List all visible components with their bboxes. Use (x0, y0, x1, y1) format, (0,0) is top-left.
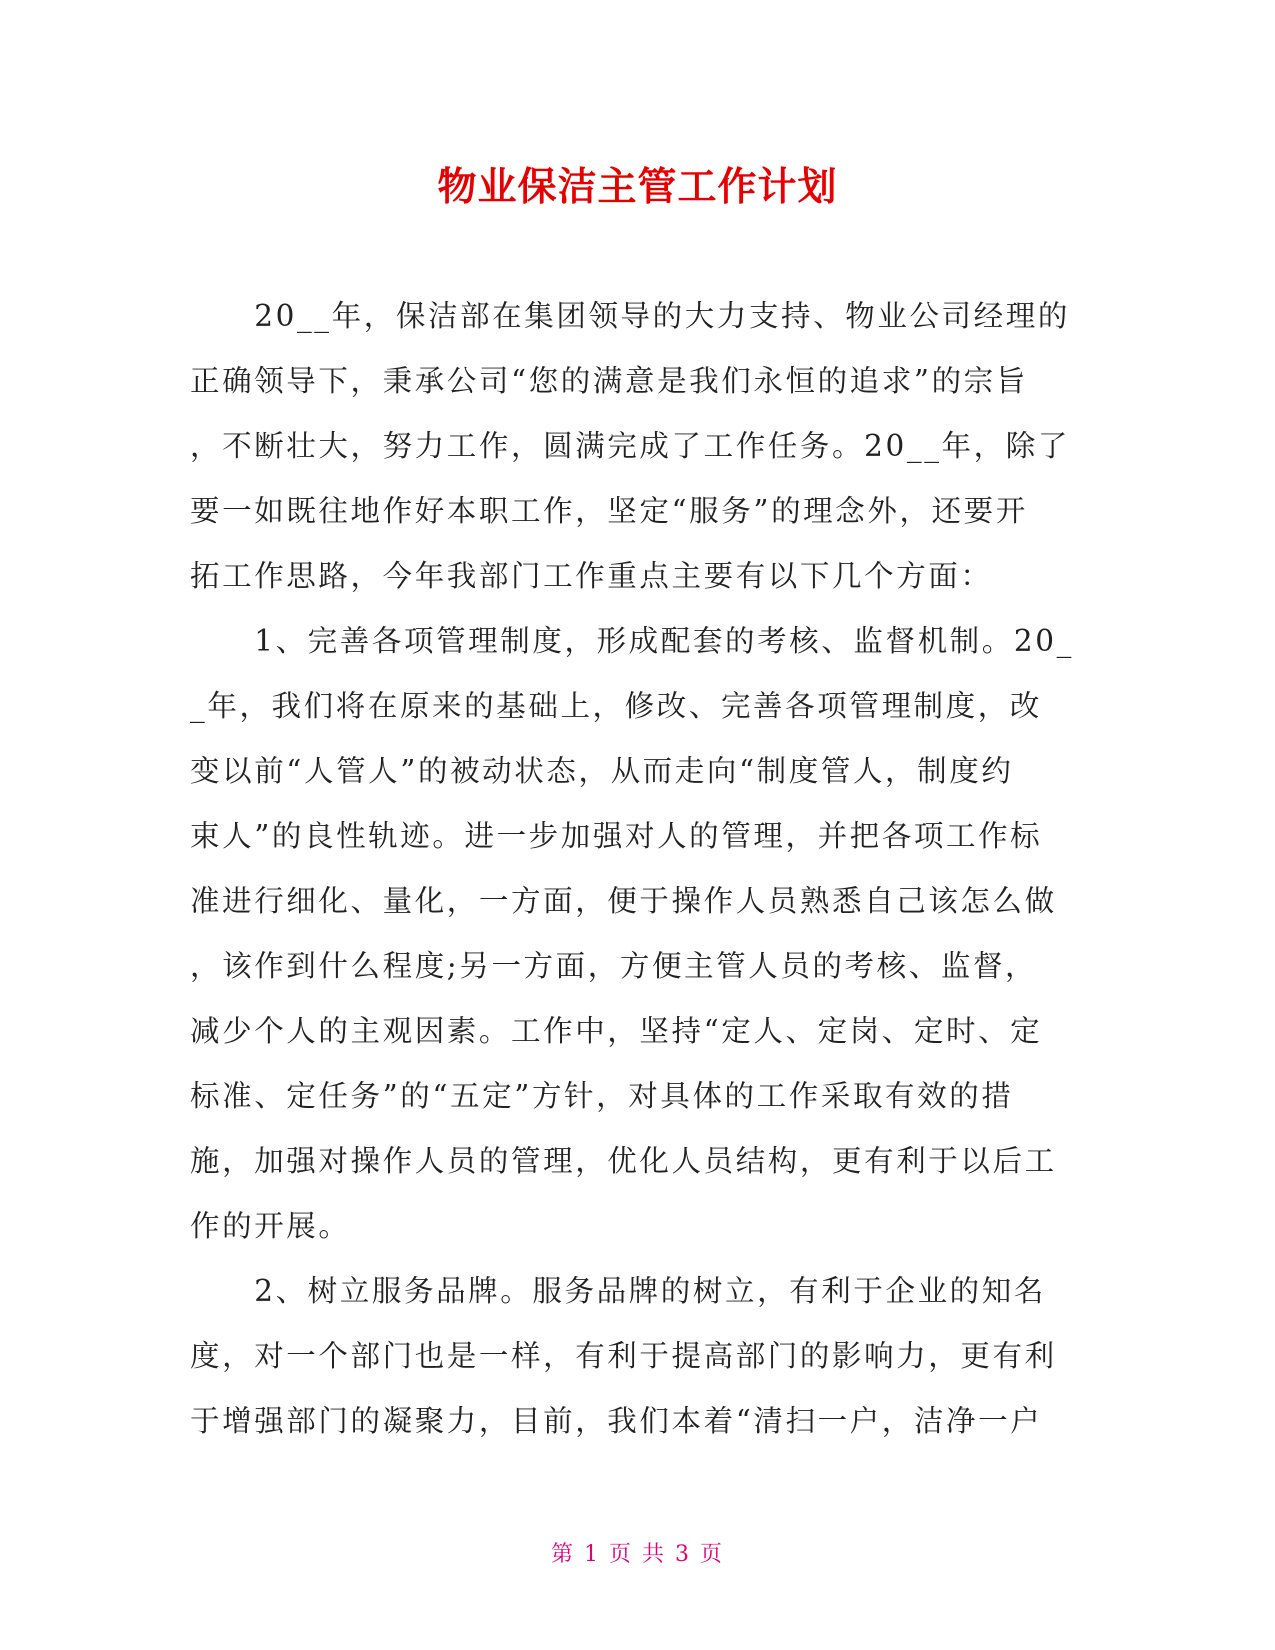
document-title: 物业保洁主管工作计划 (437, 165, 838, 210)
text-line: _年，我们将在原来的基础上，修改、完善各项管理制度，改 (190, 689, 1042, 723)
text-line: 施，加强对操作人员的管理，优化人员结构，更有利于以后工 (190, 1144, 1057, 1178)
page-number-footer: 第 1 页 共 3 页 (551, 1542, 724, 1567)
text-line: 标准、定任务”的“五定”方针，对具体的工作采取有效的措 (190, 1079, 1014, 1113)
text-line: 减少个人的主观因素。工作中，坚持“定人、定岗、定时、定 (190, 1014, 1043, 1048)
text-line: 要一如既往地作好本职工作，坚定“服务”的理念外，还要开 (190, 494, 1028, 528)
text-line: 1、完善各项管理制度，形成配套的考核、监督机制。20_ (190, 624, 1074, 658)
text-line: 度，对一个部门也是一样，有利于提高部门的影响力，更有利 (190, 1339, 1057, 1373)
text-line: 正确领导下，秉承公司“您的满意是我们永恒的追求”的宗旨 (190, 364, 1028, 398)
text-line: ，不断壮大，努力工作，圆满完成了工作任务。20__年，除了 (190, 429, 1070, 463)
text-line: 2、树立服务品牌。服务品牌的树立，有利于企业的知名 (190, 1274, 1046, 1308)
text-line: 于增强部门的凝聚力，目前，我们本着“清扫一户，洁净一户 (190, 1404, 1043, 1438)
document-body (190, 296, 1085, 1466)
text-line: ，该作到什么程度;另一方面，方便主管人员的考核、监督， (190, 949, 1038, 983)
text-line: 20__年，保洁部在集团领导的大力支持、物业公司经理的 (190, 299, 1070, 333)
text-line: 变以前“人管人”的被动状态，从而走向“制度管人，制度约 (190, 754, 1014, 788)
text-line: 准进行细化、量化，一方面，便于操作人员熟悉自己该怎么做 (190, 884, 1057, 918)
text-line: 作的开展。 (190, 1209, 351, 1243)
text-line: 束人”的良性轨迹。进一步加强对人的管理，并把各项工作标 (190, 819, 1043, 853)
text-line: 拓工作思路，今年我部门工作重点主要有以下几个方面： (190, 559, 993, 593)
